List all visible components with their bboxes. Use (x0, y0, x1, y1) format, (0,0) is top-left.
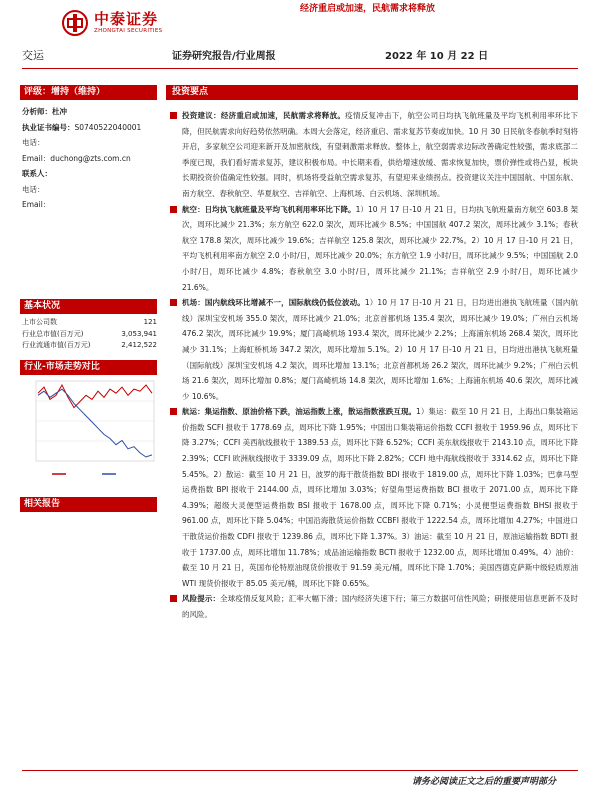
stat-label: 上市公司数 (22, 318, 57, 326)
basic-status-table (22, 317, 157, 352)
bullet-icon (170, 595, 177, 602)
paragraph-lead: 机场：国内航线环比增减不一，国际航线仍低位波动。 (182, 298, 365, 308)
report-tagline: 经济重启或加速，民航需求将释放 (300, 4, 436, 14)
series-line-2 (38, 389, 152, 457)
aviation-paragraph (168, 202, 578, 296)
footer-disclaimer: 请务必阅读正文之后的重要声明部分 (412, 777, 557, 787)
paragraph-lead: 航空：日均执飞航班量及平均飞机利用率环比下降。 (182, 204, 356, 214)
stat-label: 行业总市值(百万元) (22, 329, 84, 338)
investment-advice-paragraph (168, 108, 578, 202)
contact-email: Email： (22, 200, 51, 209)
report-date: 2022 年 10 月 22 日 (385, 51, 489, 62)
paragraph-text: 1）集运：截至 10 月 21 日，上海出口集装箱运价指数 SCFI 报收于 1778.69 点，周环比下降 1.95%；中国出口集装箱运价指数 CCFI 报收于 1959.96 点，周环比下降 3.27%；CCFI 美西航线报收于 1389.53 点，周环比下降 6.52%；CCFI 美东航线报收于 2143.10 点，周环比下降 2.39%；CCFI 欧洲航线报收于 3339.09 点，周环比下降 2.82%；CCFI 地中海航线报收于 3314.62 点，周环比下降 5.45%。2）散运：截至 10 月 21 日，波罗的海干散货指数 BDI 报收于 1819.00 点，周环比下降 1.03%；巴拿马型运费指数 BPI 报收于 2144.00 点，周环比增加 3.03%；好望角型运费指数 BCI 报收于 2071.00 点，周环比下降 4.39%；超级大灵便型运费指数 BSI 报收于 1678.00 点，周环比下降 0.71%；小灵便型运费指数 BHSI 报收于 961.00 点，周环比下降 5.04%；中国沿海散货运价指数 CCBFI 报收于 1222.54 点，周环比增加 4.27%；中国进口干散货运价指数 CDFI 报收于 1239.86 点，周环比下降 1.37%。3）油运：截至 10 月 21 日，原油运输指数 BDTI 报收于 1737.00 点，周环比增加 11.78%；成品油运输指数 BCTI 报收于 1232.00 点，周环比增加 0.49%。4）油价：截至 10 月 21 日，英国布伦特原油现货价报收于 91.59 美元/桶，周环比下降 1.70%；美国西德克萨斯中级轻质原油 WTI 现货价报收于 85.05 美元/桶，周环比下降 0.65%。 (182, 407, 578, 588)
stat-value: 121 (143, 318, 157, 326)
key-points-body (168, 108, 578, 623)
shipping-paragraph (168, 404, 578, 591)
report-type: 证券研究报告/行业周报 (172, 51, 276, 62)
paragraph-lead: 航运：集运指数、原油价格下跌，油运指数上涨，散运指数涨跌互现。 (182, 407, 417, 417)
paragraph-text: 疫情反复冲击下，航空公司日均执飞航班量及平均飞机利用率环比下降，但民航需求向好趋势依然明确。本周大会落定，经济重启、需求复苏节奏或加快。10 月 30 日民航冬春航季时刻将开启，多家航空公司迎来新开及加密航线，有望刺激需求释放。整体上，航空弱需求边际改善确定性较强，需求底部二季度已现，我们看好需求复苏，建议积极布局。中长期来看，供给增速放缓、需求恢复加快，票价弹性或将凸显，板块长期投资价值确定性较强。同时，机场将受益航空需求复苏，有望迎来业绩拐点。投资建议关注中国国航、中国东航、南方航空、春秋航空、华夏航空、吉祥航空、上海机场、白云机场、深圳机场。 (182, 111, 579, 198)
footer-divider (22, 770, 578, 771)
contact-label: 联系人： (22, 169, 52, 178)
bullet-icon (170, 299, 177, 306)
stat-row (22, 340, 157, 352)
series-line-1 (38, 385, 152, 408)
stat-value: 3,053,941 (121, 329, 157, 338)
cert-number: S0740522040001 (74, 122, 142, 132)
paragraph-lead: 投资建议：经济重启或加速，民航需求将释放。 (182, 111, 346, 120)
paragraph-text: 全球疫情反复风险；汇率大幅下滑；国内经济失速下行；第三方数据可信性风险；研报使用信息更新不及时的风险。 (182, 594, 579, 619)
airport-paragraph (168, 295, 578, 404)
market-trend-header: 行业-市场走势对比 (20, 360, 157, 375)
header-divider (22, 68, 578, 69)
key-points-header: 投资要点 (166, 85, 578, 100)
paragraph-text: 1）10 月 17 日-10 月 21 日，日均执飞航班量南方航空 603.8 架次，周环比减少 21.3%；东方航空 622.0 架次，周环比减少 8.5%；中国国航 407.2 架次，周环比减少 3.1%；春秋航空 178.8 架次，周环比减少 19.6%；吉祥航空 125.8 架次，周环比减少 22.7%。2）10 月 17 日-10 月 21 日，平均飞机利用率南方航空 2.0 小时/日，周环比减少 20.0%；东方航空 1.9 小时/日，周环比减少 9.5%；中国国航 2.0 小时/日，周环比减少 4.8%；春秋航空 3.0 小时/日，周环比减少 21.1%；吉祥航空 2.9 小时/日，周环比减少 21.6%。 (182, 204, 578, 292)
analyst-info (22, 104, 157, 213)
bullet-icon (170, 112, 177, 119)
logo-name-cn: 中泰证券 (94, 9, 159, 28)
bullet-icon (170, 206, 177, 213)
logo-name-en: ZHONGTAI SECURITIES (94, 27, 163, 34)
contact-phone: 电话： (22, 184, 45, 194)
paragraph-text: 1）10 月 17 日-10 月 21 日，日均进出港执飞航班量（国内航线）深圳宝安机场 355.0 架次，周环比减少 21.0%；北京首都机场 135.4 架次，周环比减少 19.0%；广州白云机场 476.2 架次，周环比减少 19.9%；厦门高崎机场 193.4 架次，周环比减少 2.2%；上海浦东机场 268.4 架次，周环比减少 31.1%；上海虹桥机场 347.2 架次，周环比增加 5.1%。2）10 月 17 日-10 月 21 日，日均进出港执飞航班量（国际航线）深圳宝安机场 4.2 架次，周环比增加 13.1%；北京首都机场 26.2 架次，周环比减少 9.2%；广州白云机场 21.6 架次，周环比增加 0.8%；厦门高崎机场 14.8 架次，周环比增加 1.6%；上海浦东机场 40.6 架次，周环比减少 10.6%。 (182, 298, 578, 401)
risk-paragraph (168, 591, 578, 622)
stat-row (22, 329, 157, 341)
cert-label: 执业证书编号： (22, 122, 75, 132)
logo-emblem-icon (62, 10, 88, 36)
rating-banner: 评级：增持（维持） (20, 85, 157, 100)
basic-status-header: 基本状况 (20, 299, 157, 314)
analyst-email[interactable]: Email：duchong@zts.com.cn (22, 153, 131, 163)
stat-row (22, 317, 157, 329)
market-trend-svg (22, 377, 157, 485)
market-trend-chart (22, 377, 157, 485)
company-logo (62, 8, 212, 38)
bullet-icon (170, 408, 177, 415)
stat-value: 2,412,522 (121, 341, 157, 349)
industry-label: 交运 (22, 49, 44, 62)
paragraph-lead: 风险提示： (182, 594, 221, 604)
analyst-name: 分析师：杜冲 (22, 107, 67, 116)
analyst-phone: 电话： (22, 138, 45, 147)
related-reports-header: 相关报告 (20, 497, 157, 512)
stat-label: 行业流通市值(百万元) (22, 341, 91, 349)
